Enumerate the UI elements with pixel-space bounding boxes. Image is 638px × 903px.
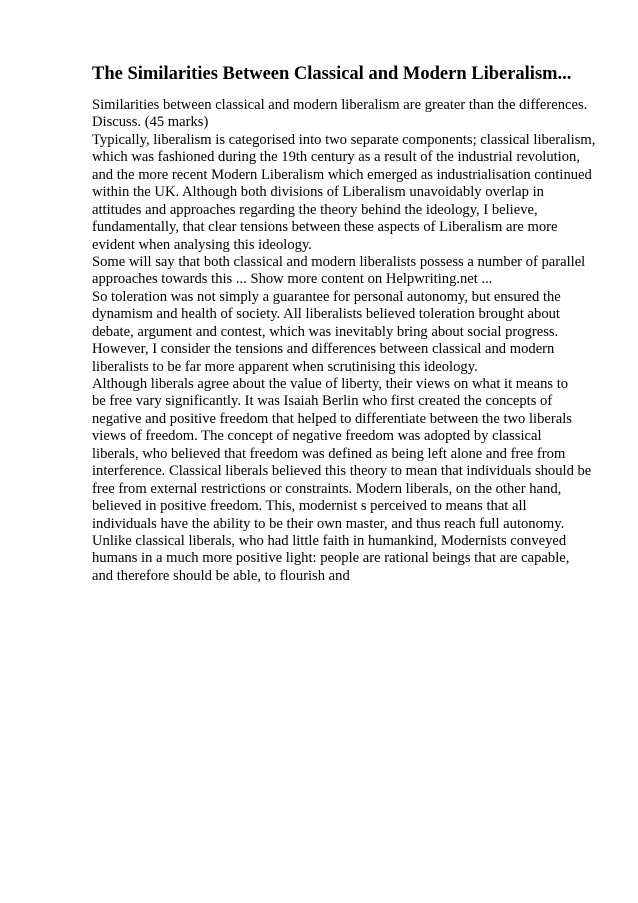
text-line: which was fashioned during the 19th century as a result of the industrial revolution, bbox=[92, 149, 580, 166]
text-line: Unlike classical liberals, who had little faith in humankind, Modernists conveyed bbox=[92, 532, 567, 549]
text-line: negative and positive freedom that helped to differentiate between the two liberals bbox=[92, 410, 572, 427]
text-line: Discuss. (45 marks) bbox=[92, 114, 209, 131]
text-line: Similarities between classical and modern liberalism are greater than the differences. bbox=[92, 97, 588, 113]
text-line: approaches towards this ... Show more content on Helpwriting.net ... bbox=[92, 271, 493, 288]
text-line: be free vary significantly. It was Isaiah Berlin who first created the concepts of bbox=[92, 393, 553, 410]
text-line: fundamentally, that clear tensions between these aspects of Liberalism are more bbox=[92, 219, 558, 236]
text-line: dynamism and health of society. All liberalists believed toleration brought about bbox=[92, 306, 560, 323]
text-line: views of freedom. The concept of negative freedom was adopted by classical bbox=[92, 428, 542, 445]
text-line: debate, argument and contest, which was inevitably bring about social progress. bbox=[92, 323, 559, 340]
text-line: Some will say that both classical and modern liberalists possess a number of parallel bbox=[92, 253, 586, 270]
text-line: and therefore should be able, to flourish and bbox=[92, 567, 350, 584]
text-line: Although liberals agree about the value of liberty, their views on what it means to bbox=[92, 376, 569, 392]
text-line: liberalists to be far more apparent when scrutinising this ideology. bbox=[92, 358, 478, 375]
text-line: Typically, liberalism is categorised into two separate components; classical liberalism, bbox=[92, 131, 596, 148]
text-line: evident when analysing this ideology. bbox=[92, 236, 312, 253]
text-line: attitudes and approaches regarding the theory behind the ideology, I believe, bbox=[92, 201, 538, 218]
text-line: humans in a much more positive light: people are rational beings that are capable, bbox=[92, 550, 570, 567]
text-line: believed in positive freedom. This, modernist s perceived to means that all bbox=[92, 498, 527, 515]
text-line: and the more recent Modern Liberalism which emerged as industrialisation continued bbox=[92, 166, 592, 183]
text-line: individuals have the ability to be their own master, and thus reach full autonomy. bbox=[92, 515, 565, 532]
text-line: liberals, who believed that freedom was defined as being left alone and free from bbox=[92, 445, 566, 462]
text-line: within the UK. Although both divisions of Liberalism unavoidably overlap in bbox=[92, 184, 544, 201]
text-line: So toleration was not simply a guarantee for personal autonomy, but ensured the bbox=[92, 288, 561, 305]
text-line: However, I consider the tensions and differences between classical and modern bbox=[92, 341, 555, 358]
text-line: free from external restrictions or constraints. Modern liberals, on the other hand, bbox=[92, 480, 562, 497]
document-body bbox=[92, 97, 612, 585]
text-line: interference. Classical liberals believed this theory to mean that individuals should be bbox=[92, 463, 592, 480]
document-title: The Similarities Between Classical and Modern Liberalism... bbox=[92, 64, 572, 84]
